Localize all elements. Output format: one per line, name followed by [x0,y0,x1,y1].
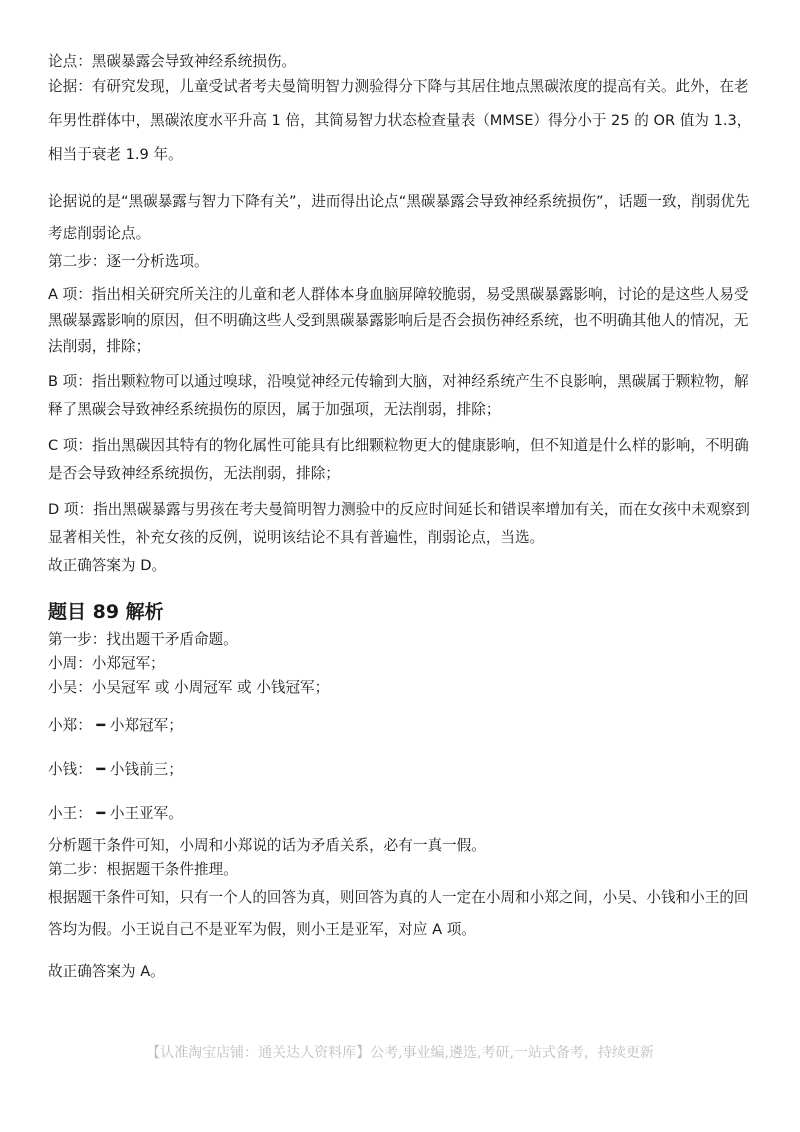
statement-zhou: 小周：小郑冠军； [48,655,165,672]
statement-wu: 小吴：小吴冠军 或 小周冠军 或 小钱冠军； [48,679,330,696]
step1-text: 第一步：找出题干矛盾命题。 [48,631,238,648]
step2-text: 第二步：逐一分析选项。 [48,253,209,270]
answer-2-text: 故正确答案为 A。 [48,963,165,980]
option-d-text: D 项：指出黑碳暴露与男孩在考夫曼简明智力测验中的反应时间延长和错误率增加有关，而在女孩中未观察到显著相关性，补充女孩的反例，说明该结论不具有普遍性，削弱论点，当选。 [48,501,750,546]
step2b-text: 第二步：根据题干条件推理。 [48,861,238,878]
option-b-text: B 项：指出颗粒物可以通过嗅球，沿嗅觉神经元传输到大脑，对神经系统产生不良影响，黑碳属于颗粒物，解释了黑碳会导致神经系统损伤的原因，属于加强项，无法削弱，排除； [48,373,749,418]
option-a-text: A 项：指出相关研究所关注的儿童和老人群体本身血脑屏障较脆弱，易受黑碳暴露影响，讨论的是这些人易受黑碳暴露影响的原因，但不明确这些人受到黑碳暴露影响后是否会损伤神经系统，也不明确其他人的情况，无法削弱，排除； [48,286,749,355]
statement-qian: 小钱： ━ 小钱前三； [48,761,183,778]
reasoning-text: 根据题干条件可知，只有一个人的回答为真，则回答为真的人一定在小周和小郑之间，小吴、小钱和小王的回答均为假。小王说自己不是亚军为假，则小王是亚军，对应 A 项。 [48,889,749,938]
analysis-2-text: 分析题干条件可知，小周和小郑说的话为矛盾关系，必有一真一假。 [48,837,486,854]
answer-text: 故正确答案为 D。 [48,557,167,574]
document-body [48,50,758,984]
option-c-text: C 项：指出黑碳因其特有的物化属性可能具有比细颗粒物更大的健康影响，但不知道是什么样的影响，不明确是否会导致神经系统损伤，无法削弱，排除； [48,437,749,482]
statement-zheng: 小郑： ━ 小郑冠军； [48,717,183,734]
thesis-text: 论点：黑碳暴露会导致神经系统损伤。 [48,53,297,70]
section-title: 题目 89 解析 [48,601,164,623]
analysis-text: 论据说的是“黑碳暴露与智力下降有关”，进而得出论点“黑碳暴露会导致神经系统损伤”，话题一致，削弱优先考虑削弱论点。 [48,193,750,242]
watermark-footer: 【认准淘宝店铺：通关达人资料库】公考,事业编,遴选,考研,一站式备考，持续更新 [146,1045,654,1061]
statement-wang: 小王： ━ 小王亚军。 [48,805,183,822]
evidence-text: 论据：有研究发现，儿童受试者考夫曼简明智力测验得分下降与其居住地点黑碳浓度的提高有关。此外，在老年男性群体中，黑碳浓度水平升高 1 倍，其简易智力状态检查量表（MMSE）得分小于 25 的 OR 值为 1.3，相当于衰老 1.9 年。 [48,78,752,163]
